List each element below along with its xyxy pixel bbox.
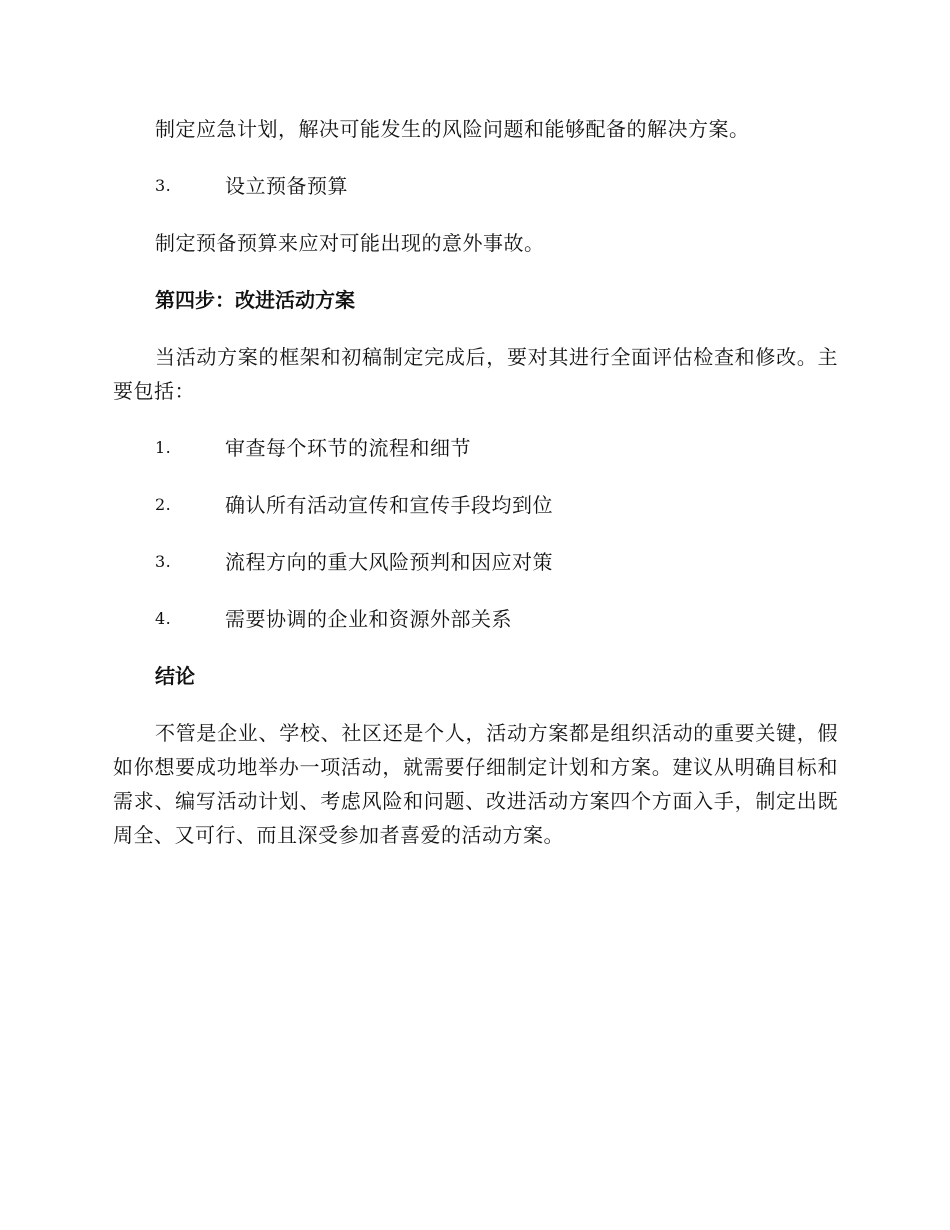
list-text: 流程方向的重大风险预判和因应对策 bbox=[225, 550, 553, 574]
list-text: 审查每个环节的流程和细节 bbox=[225, 436, 471, 460]
list-text: 设立预备预算 bbox=[225, 174, 348, 198]
heading-conclusion: 结论 bbox=[155, 664, 195, 688]
list-number: 2. bbox=[155, 495, 172, 514]
list-item bbox=[113, 431, 838, 465]
list-number: 1. bbox=[155, 438, 172, 457]
list-number: 3. bbox=[155, 176, 172, 195]
paragraph-improve-plan: 当活动方案的框架和初稿制定完成后，要对其进行全面评估检查和修改。主要包括： bbox=[113, 345, 838, 403]
list-number: 3. bbox=[155, 552, 172, 571]
document-body bbox=[113, 112, 838, 852]
paragraph-conclusion: 不管是企业、学校、社区还是个人，活动方案都是组织活动的重要关键，假如你想要成功地举办一项活动，就需要仔细制定计划和方案。建议从明确目标和需求、编写活动计划、考虑风险和问题、改进活动方案四个方面入手，制定出既周全、又可行、而且深受参加者喜爱的活动方案。 bbox=[113, 721, 838, 847]
paragraph-reserve-budget: 制定预备预算来应对可能出现的意外事故。 bbox=[155, 231, 545, 255]
list-item bbox=[113, 545, 838, 579]
list-text: 需要协调的企业和资源外部关系 bbox=[225, 607, 512, 631]
list-text: 确认所有活动宣传和宣传手段均到位 bbox=[225, 493, 553, 517]
paragraph-contingency-plan: 制定应急计划，解决可能发生的风险问题和能够配备的解决方案。 bbox=[155, 117, 750, 141]
list-item bbox=[113, 602, 838, 636]
list-number: 4. bbox=[155, 609, 172, 628]
list-item-reserve-budget bbox=[113, 169, 838, 203]
list-item bbox=[113, 488, 838, 522]
heading-step-four: 第四步：改进活动方案 bbox=[155, 288, 355, 312]
